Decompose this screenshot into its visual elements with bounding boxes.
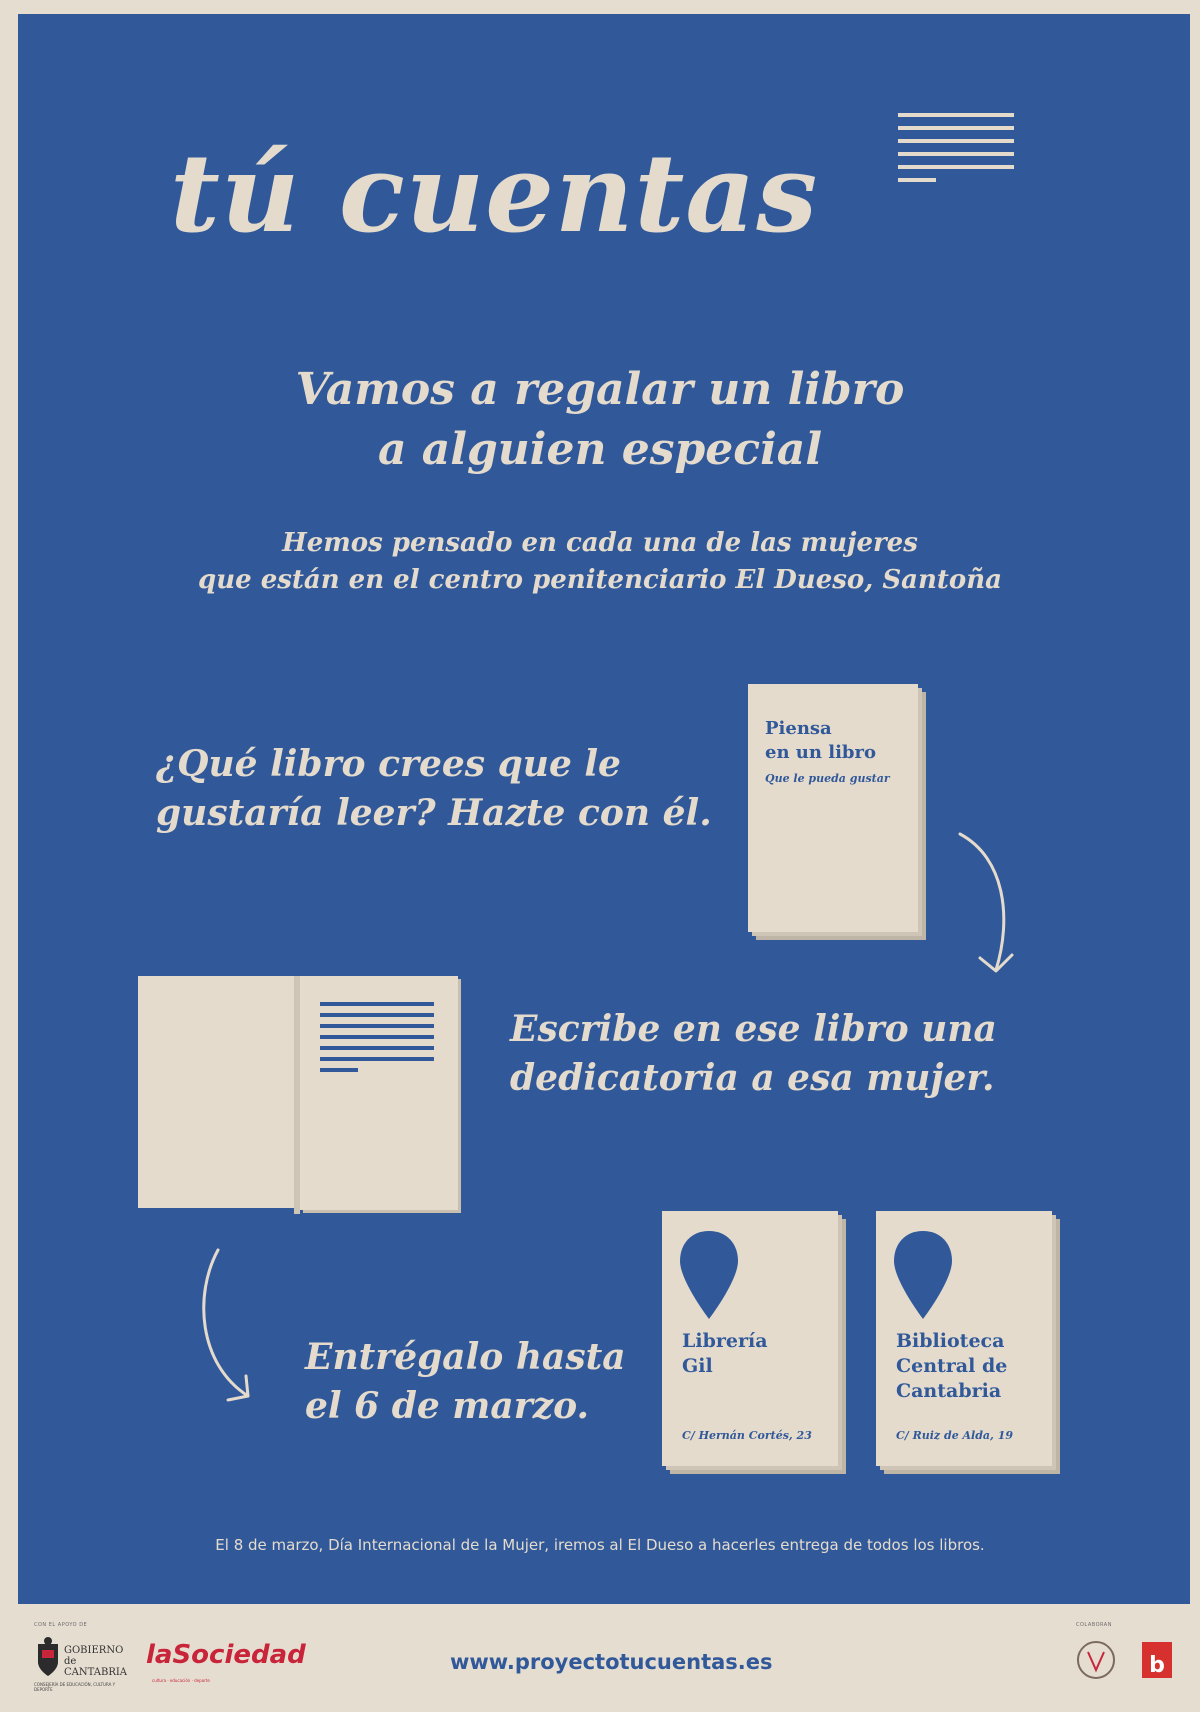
book-card-title-line-2: en un libro	[765, 742, 876, 763]
step-2-line-1: Escribe en ese libro una	[510, 1008, 997, 1050]
collaborators-label: COLABORAN	[1076, 1622, 1112, 1628]
location-name-line: Biblioteca	[896, 1330, 1005, 1352]
location-name-line: Cantabria	[896, 1380, 1002, 1402]
step-1-text	[156, 740, 716, 838]
la-sociedad-tagline: cultura · educación · deporte	[152, 1678, 210, 1683]
subheadline-line-2: que están en el centro penitenciario El Dueso, Santoña	[198, 565, 1002, 595]
government-department: CONSEJERÍA DE EDUCACIÓN, CULTURA Y DEPORTE	[34, 1682, 116, 1692]
step-2-line-2: dedicatoria a esa mujer.	[510, 1057, 995, 1099]
location-card-biblioteca	[876, 1211, 1052, 1466]
step-1-line-1: ¿Qué libro crees que le	[156, 743, 621, 785]
government-name	[64, 1645, 127, 1678]
subheadline	[150, 525, 1050, 599]
government-crest-logo	[34, 1636, 62, 1678]
location-pin-icon	[892, 1229, 954, 1321]
text-lines-icon	[898, 113, 1014, 191]
book-card-title	[765, 717, 876, 765]
location-address: C/ Ruiz de Alda, 19	[896, 1429, 1014, 1442]
footnote: El 8 de marzo, Día Internacional de la Mujer, iremos al El Dueso a hacerles entrega de todos los libros.	[215, 1536, 985, 1554]
la-sociedad-logo: laSociedad	[146, 1640, 306, 1670]
step-1-line-2: gustaría leer? Hazte con él.	[156, 792, 712, 834]
subheadline-line-1: Hemos pensado en cada una de las mujeres	[282, 528, 918, 558]
location-address: C/ Hernán Cortés, 23	[682, 1429, 812, 1442]
book-card-title-line-1: Piensa	[765, 718, 832, 739]
svg-text:b: b	[1149, 1653, 1165, 1678]
collaborator-logo-b	[1140, 1640, 1174, 1684]
location-pin-icon	[678, 1229, 740, 1321]
website-link[interactable]: www.proyectotucuentas.es	[450, 1650, 773, 1674]
location-name-line: Gil	[682, 1355, 713, 1377]
curved-arrow-icon	[190, 1244, 260, 1404]
closed-book-icon	[748, 684, 918, 932]
government-name-line: CANTABRIA	[64, 1667, 128, 1678]
collaborator-logo-circle	[1074, 1640, 1118, 1684]
location-name	[896, 1329, 1007, 1404]
poster-title: tú cuentas	[170, 131, 819, 257]
open-book-icon	[138, 976, 462, 1214]
step-3-text	[305, 1333, 645, 1431]
headline	[150, 360, 1050, 480]
location-name-line: Librería	[682, 1330, 768, 1352]
headline-line-1: Vamos a regalar un libro	[295, 364, 905, 415]
location-name-line: Central de	[896, 1355, 1008, 1377]
government-name-line: de	[64, 1656, 77, 1667]
step-3-line-2: el 6 de marzo.	[305, 1385, 590, 1427]
step-2-text	[510, 1005, 1070, 1103]
dedication-lines-icon	[320, 1002, 434, 1079]
headline-line-2: a alguien especial	[377, 424, 823, 475]
location-name	[682, 1329, 768, 1379]
book-card-subtitle: Que le pueda gustar	[765, 772, 890, 785]
step-3-line-1: Entrégalo hasta	[305, 1336, 626, 1378]
government-name-line: GOBIERNO	[64, 1645, 124, 1656]
curved-arrow-icon	[950, 828, 1030, 978]
location-card-libreria-gil	[662, 1211, 838, 1466]
support-label: CON EL APOYO DE	[34, 1622, 88, 1628]
